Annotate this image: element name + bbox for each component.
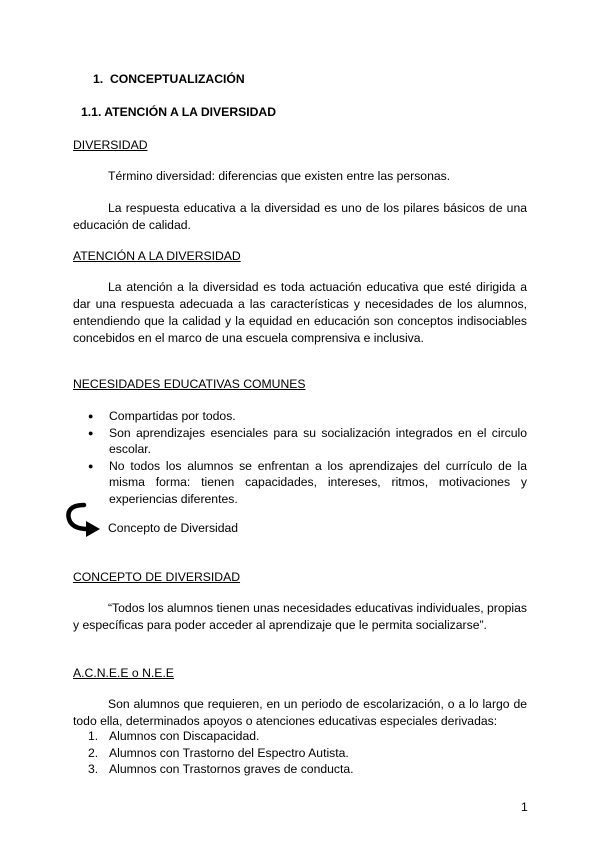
paragraph-respuesta-text: La respuesta educativa a la diversidad es uno de los pilares básicos de una educación de calidad. bbox=[73, 201, 527, 232]
paragraph-atencion-text: La atención a la diversidad es toda actuación educativa que esté dirigida a dar una respuesta adecuada a las características y necesidades de los alumnos, entendiendo que la calidad y la equidad en educación son conceptos indisociables concebidos en el marco de una escuela comprensiva e inclusiva. bbox=[73, 280, 527, 345]
paragraph-quote bbox=[73, 600, 527, 634]
paragraph-termino bbox=[73, 168, 527, 185]
list-item: ● Son aprendizajes esenciales para su socialización integrados en el circulo escolar. bbox=[88, 425, 527, 458]
curved-arrow-icon bbox=[64, 502, 104, 538]
paragraph-termino-text: Término diversidad: diferencias que existen entre las personas. bbox=[108, 169, 451, 183]
necesidades-list bbox=[88, 408, 527, 507]
section-title-diversidad: DIVERSIDAD bbox=[73, 138, 148, 152]
heading-1-1-number: 1.1. bbox=[81, 105, 102, 119]
list-item bbox=[88, 761, 354, 778]
section-title-atencion: ATENCIÓN A LA DIVERSIDAD bbox=[73, 249, 241, 263]
heading-1-text: CONCEPTUALIZACIÓN bbox=[109, 72, 245, 86]
heading-1-1 bbox=[81, 104, 276, 120]
list-item-text: Alumnos con Trastorno del Espectro Autista. bbox=[109, 745, 349, 760]
section-title-necesidades: NECESIDADES EDUCATIVAS COMUNES bbox=[73, 377, 306, 391]
heading-1 bbox=[93, 71, 245, 87]
list-item-number: 1. bbox=[88, 729, 99, 743]
paragraph-acnee-text: Son alumnos que requieren, en un periodo de escolarización, o a lo largo de todo ella, determinados apoyos o atenciones educativas especiales derivadas: bbox=[73, 697, 527, 728]
arrow-text: Concepto de Diversidad bbox=[108, 521, 239, 535]
list-item-number: 3. bbox=[88, 762, 99, 776]
page-number: 1 bbox=[521, 800, 528, 814]
list-item-text: Alumnos con Trastornos graves de conducta. bbox=[109, 762, 354, 776]
list-item: ● No todos los alumnos se enfrentan a los aprendizajes del currículo de la misma forma: tienen capacidades, intereses, ritmos, motivaciones y experiencias diferentes. bbox=[88, 458, 527, 508]
paragraph-atencion bbox=[73, 279, 527, 347]
list-item bbox=[88, 728, 354, 745]
section-title-concepto: CONCEPTO DE DIVERSIDAD bbox=[73, 570, 241, 584]
acnee-list bbox=[88, 728, 354, 778]
list-item-text: Alumnos con Discapacidad. bbox=[109, 729, 260, 743]
heading-1-number: 1. bbox=[93, 72, 104, 86]
list-item bbox=[88, 745, 354, 762]
paragraph-acnee bbox=[73, 696, 527, 730]
section-title-acnee: A.C.N.E.E o N.E.E bbox=[73, 666, 174, 680]
list-item-number: 2. bbox=[88, 745, 99, 760]
list-item: ● Compartidas por todos. bbox=[88, 408, 527, 425]
paragraph-quote-text: “Todos los alumnos tienen unas necesidades educativas individuales, propias y específicas para poder acceder al aprendizaje que le permita socializarse”. bbox=[73, 601, 527, 632]
heading-1-1-text: ATENCIÓN A LA DIVERSIDAD bbox=[104, 105, 277, 119]
paragraph-respuesta bbox=[73, 200, 527, 234]
